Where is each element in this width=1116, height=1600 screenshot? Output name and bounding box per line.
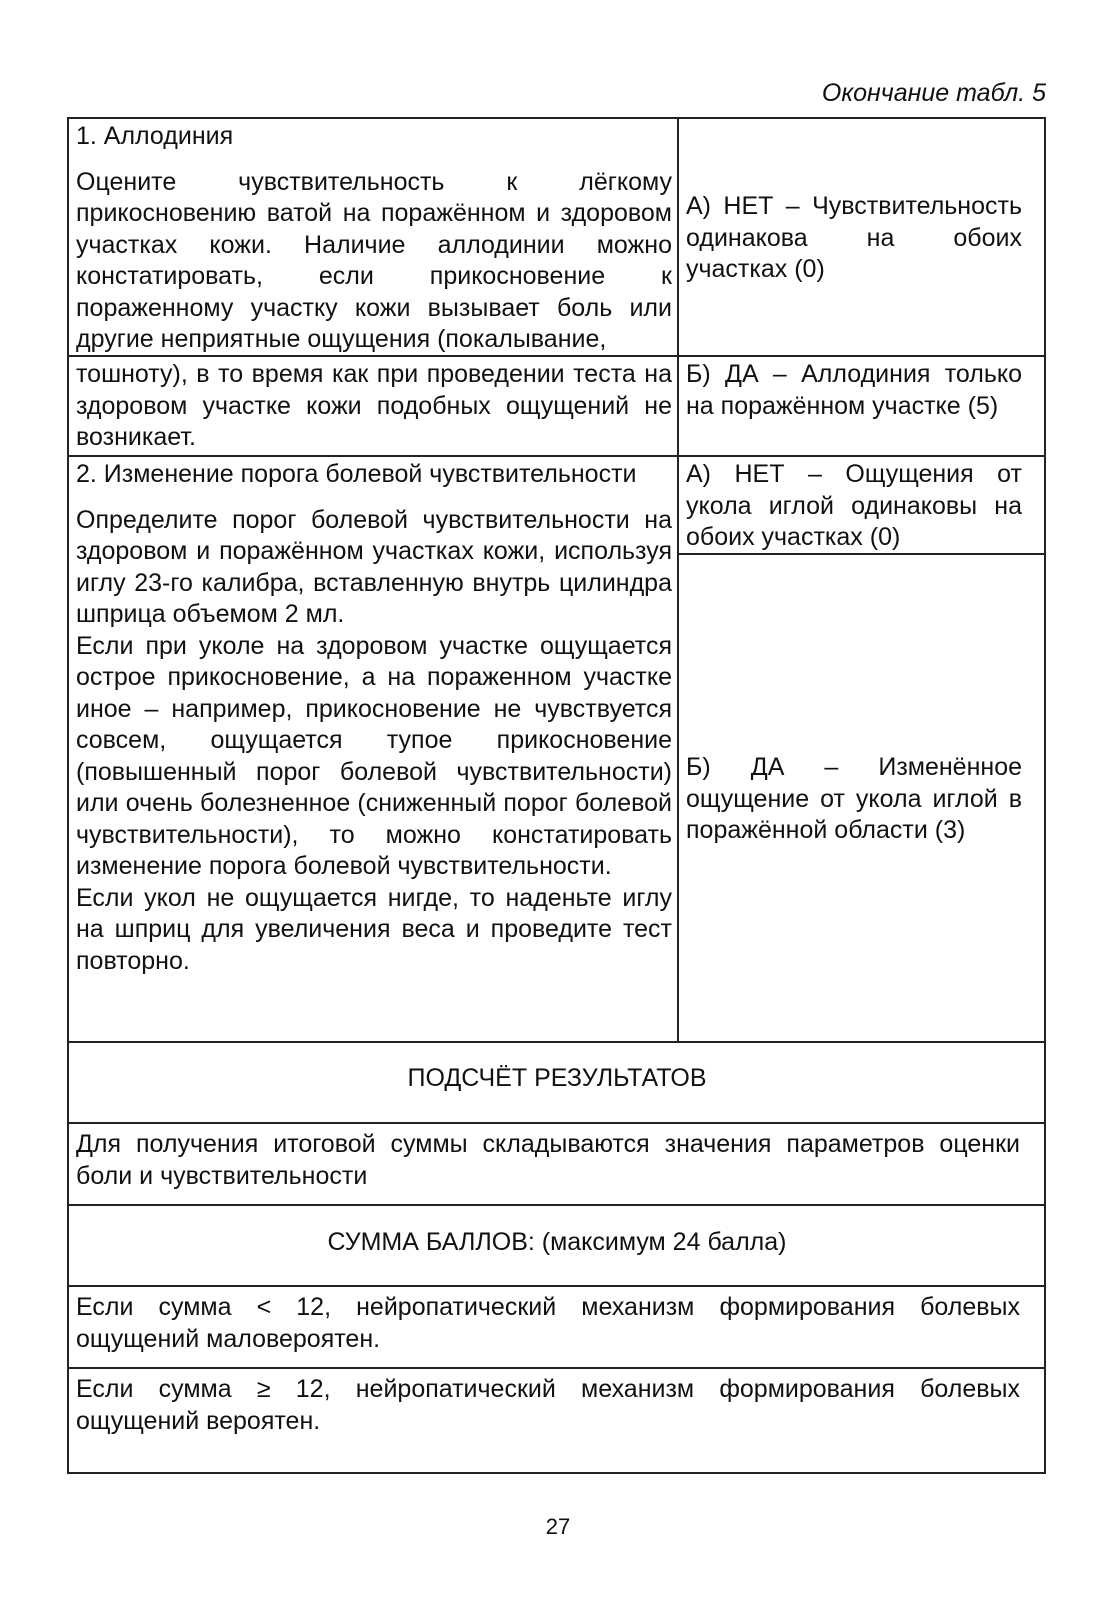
allodynia-answer-a: А) НЕТ – Чувствительность одинакова на обоих участках (0) [686, 192, 1022, 283]
threshold-text-repeat: Если укол не ощущается нигде, то наденьте иглу на шприц для увеличения веса и проведите тест повторно. [76, 883, 672, 975]
threshold-answer-b-cell [686, 752, 1022, 872]
results-instruction: Для получения итоговой суммы складываются значения параметров оценки боли и чувствительности [76, 1130, 1020, 1190]
assessment-table [67, 117, 1046, 1474]
threshold-answer-b: Б) ДА – Изменённое ощущение от укола иглой в поражённой области (3) [686, 753, 1022, 844]
allodynia-answer-a-cell [686, 191, 1022, 351]
row-divider [677, 355, 1046, 357]
low-result-text: Если сумма < 12, нейропатический механизм формирования болевых ощущений маловероятен. [76, 1293, 1020, 1353]
row-divider [69, 1285, 1046, 1287]
allodynia-title: 1. Аллодиния [76, 122, 234, 150]
high-result-cell [76, 1374, 1020, 1446]
row-divider [69, 455, 1046, 457]
allodynia-text-part1: Оцените чувствительность к лёгкому прикосновению ватой на поражённом и здоровом участках кожи. Наличие аллодинии можно констатировать, если прикосновение к пораженному участку кожи вызывает боль или другие неприятные ощущения (покалывание, [76, 167, 672, 353]
allodynia-continuation-cell [76, 359, 672, 453]
allodynia-description-cell [76, 121, 672, 353]
instruction-cell [76, 1129, 1020, 1201]
allodynia-text-part2: тошноту), в то время как при проведении теста на здоровом участке кожи подобных ощущений не возникает. [76, 360, 672, 451]
results-heading: ПОДСЧЁТ РЕЗУЛЬТАТОВ [407, 1064, 707, 1092]
sum-heading: СУММА БАЛЛОВ: (максимум 24 балла) [327, 1228, 787, 1256]
allodynia-answer-b-cell [686, 359, 1022, 453]
allodynia-answer-b: Б) ДА – Аллодиния только на поражённом участке (5) [686, 360, 1022, 420]
threshold-title: 2. Изменение порога болевой чувствительности [76, 460, 637, 488]
table-caption: Окончание табл. 5 [821, 79, 1046, 107]
results-heading-cell [76, 1063, 1038, 1103]
row-divider [69, 355, 677, 357]
row-divider [69, 1367, 1046, 1369]
row-divider [69, 1204, 1046, 1206]
row-divider [677, 553, 1046, 555]
threshold-text-criteria: Если при уколе на здоровом участке ощущается острое прикосновение, а на пораженном участке иное – например, прикосновение не чувствуется совсем, ощущается тупое прикосновение (повышенный порог болевой чувствительности) или очень болезненное (сниженный порог болевой чувствительности), то можно констатировать изменение порога болевой чувствительности. [76, 631, 672, 880]
row-divider [69, 1122, 1046, 1124]
high-result-text: Если сумма ≥ 12, нейропатический механизм формирования болевых ощущений вероятен. [76, 1375, 1020, 1435]
threshold-answer-a: А) НЕТ – Ощущения от укола иглой одинаковы на обоих участках (0) [686, 460, 1022, 551]
row-divider [69, 1041, 1046, 1043]
threshold-answer-a-cell [686, 459, 1022, 551]
threshold-description-cell [76, 459, 672, 1039]
sum-heading-cell [76, 1227, 1038, 1267]
threshold-text-method: Определите порог болевой чувствительности на здоровом и поражённом участках кожи, используя иглу 23-го калибра, вставленную внутрь цилиндра шприца объемом 2 мл. [76, 505, 672, 628]
low-result-cell [76, 1292, 1020, 1364]
page-number: 27 [545, 1514, 571, 1539]
column-divider [677, 119, 679, 1041]
